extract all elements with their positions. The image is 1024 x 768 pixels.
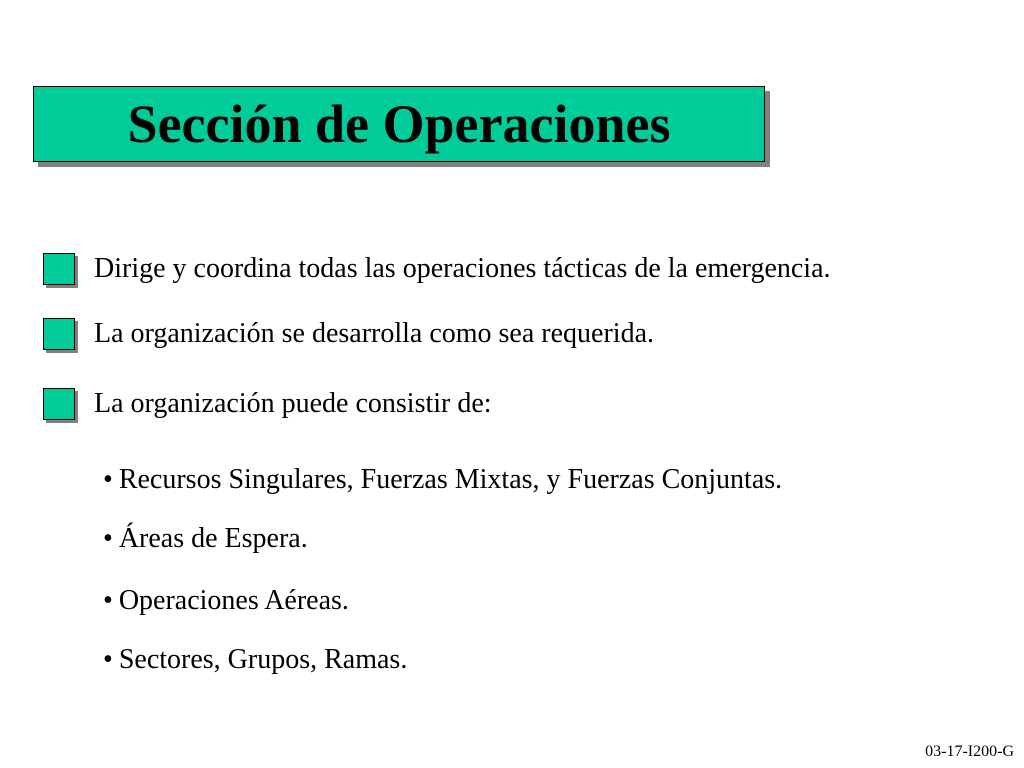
bullet-item	[43, 316, 654, 352]
sub-bullet-text: Operaciones Aéreas.	[118, 585, 349, 616]
sub-bullet-dot-icon: •	[103, 523, 113, 554]
square-bullet-icon	[43, 388, 75, 420]
square-bullet-icon	[43, 253, 75, 285]
sub-bullet-dot-icon: •	[103, 644, 113, 675]
bullet-text: La organización puede consistir de:	[94, 388, 492, 419]
bullet-item	[43, 386, 492, 422]
sub-bullet-item	[103, 466, 782, 494]
slide-title: Sección de Operaciones	[127, 94, 671, 154]
slide-code: 03-17-I200-G	[925, 743, 1014, 760]
sub-bullet-dot-icon: •	[103, 585, 113, 616]
bullet-text: Dirige y coordina todas las operaciones tácticas de la emergencia.	[94, 253, 831, 284]
sub-bullet-dot-icon: •	[103, 464, 113, 495]
sub-bullet-text: Áreas de Espera.	[118, 523, 308, 554]
sub-bullet-item	[103, 587, 349, 615]
sub-bullet-text: Recursos Singulares, Fuerzas Mixtas, y Fuerzas Conjuntas.	[118, 464, 783, 495]
sub-bullet-text: Sectores, Grupos, Ramas.	[118, 644, 408, 675]
sub-bullet-item	[103, 646, 407, 674]
title-banner	[33, 86, 765, 162]
sub-bullet-item	[103, 525, 308, 553]
bullet-text: La organización se desarrolla como sea requerida.	[94, 318, 654, 349]
square-bullet-icon	[43, 318, 75, 350]
bullet-item	[43, 251, 831, 287]
